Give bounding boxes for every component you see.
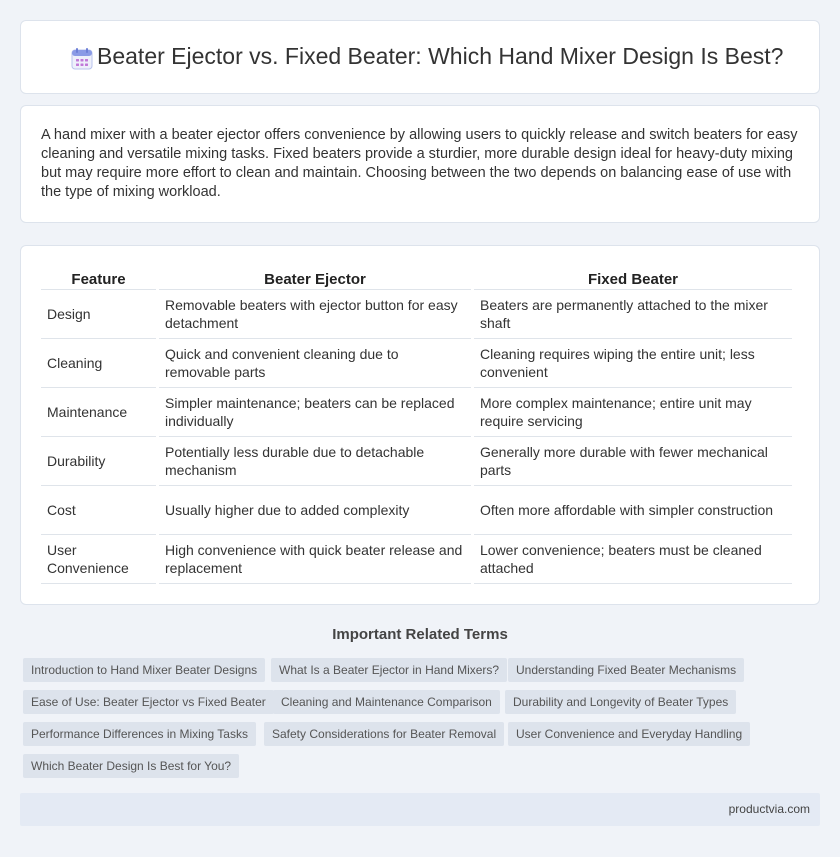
fixed-beater-cell: Lower convenience; beaters must be cleaned attached — [474, 535, 792, 584]
table-row — [41, 388, 792, 437]
fixed-beater-cell: Cleaning requires wiping the entire unit; less convenient — [474, 339, 792, 388]
comparison-table — [38, 266, 795, 584]
column-header-fixed-beater: Fixed Beater — [474, 266, 792, 290]
related-term-tag[interactable]: Safety Considerations for Beater Removal — [264, 722, 504, 746]
fixed-beater-cell: Often more affordable with simpler construction — [474, 486, 792, 535]
feature-cell: Design — [41, 290, 156, 339]
related-term-tag[interactable]: Durability and Longevity of Beater Types — [505, 690, 736, 714]
column-header-beater-ejector: Beater Ejector — [159, 266, 471, 290]
beater-ejector-cell: High convenience with quick beater release and replacement — [159, 535, 471, 584]
fixed-beater-cell: Beaters are permanently attached to the mixer shaft — [474, 290, 792, 339]
table-row — [41, 339, 792, 388]
feature-cell: Cleaning — [41, 339, 156, 388]
related-term-tag[interactable]: Performance Differences in Mixing Tasks — [23, 722, 256, 746]
related-term-tag[interactable]: Cleaning and Maintenance Comparison — [273, 690, 500, 714]
table-row — [41, 437, 792, 486]
related-term-tag[interactable]: Ease of Use: Beater Ejector vs Fixed Beater — [23, 690, 274, 714]
beater-ejector-cell: Removable beaters with ejector button for easy detachment — [159, 290, 471, 339]
table-row — [41, 290, 792, 339]
beater-ejector-cell: Usually higher due to added complexity — [159, 486, 471, 535]
beater-ejector-cell: Quick and convenient cleaning due to removable parts — [159, 339, 471, 388]
related-term-tag[interactable]: Which Beater Design Is Best for You? — [23, 754, 239, 778]
intro-card — [20, 105, 820, 223]
comparison-card — [20, 245, 820, 605]
column-header-feature: Feature — [41, 266, 156, 290]
footer-site-link[interactable]: productvia.com — [728, 802, 810, 816]
related-term-tag[interactable]: User Convenience and Everyday Handling — [508, 722, 750, 746]
table-header-row — [41, 266, 792, 290]
table-row — [41, 486, 792, 535]
feature-cell: Durability — [41, 437, 156, 486]
page-title: Beater Ejector vs. Fixed Beater: Which Hand Mixer Design Is Best? — [97, 43, 784, 69]
feature-cell: Maintenance — [41, 388, 156, 437]
related-term-tag[interactable]: What Is a Beater Ejector in Hand Mixers? — [271, 658, 507, 682]
related-term-tag[interactable]: Introduction to Hand Mixer Beater Designs — [23, 658, 265, 682]
fixed-beater-cell: More complex maintenance; entire unit may require servicing — [474, 388, 792, 437]
related-terms-title: Important Related Terms — [332, 626, 508, 643]
related-term-tag[interactable]: Understanding Fixed Beater Mechanisms — [508, 658, 744, 682]
fixed-beater-cell: Generally more durable with fewer mechanical parts — [474, 437, 792, 486]
calendar-icon — [69, 46, 95, 72]
table-row — [41, 535, 792, 584]
beater-ejector-cell: Simpler maintenance; beaters can be replaced individually — [159, 388, 471, 437]
footer-bar — [20, 793, 820, 826]
intro-paragraph: A hand mixer with a beater ejector offers convenience by allowing users to quickly release and switch beaters for easy cleaning and versatile mixing tasks. Fixed beaters provide a sturdier, more durable design ideal for heavy-duty mixing but may require more effort to clean and maintain. Choosing between the two depends on balancing ease of use with the type of mixing workload. — [41, 127, 798, 200]
header-card — [20, 20, 820, 94]
beater-ejector-cell: Potentially less durable due to detachable mechanism — [159, 437, 471, 486]
feature-cell: User Convenience — [41, 535, 156, 584]
feature-cell: Cost — [41, 486, 156, 535]
